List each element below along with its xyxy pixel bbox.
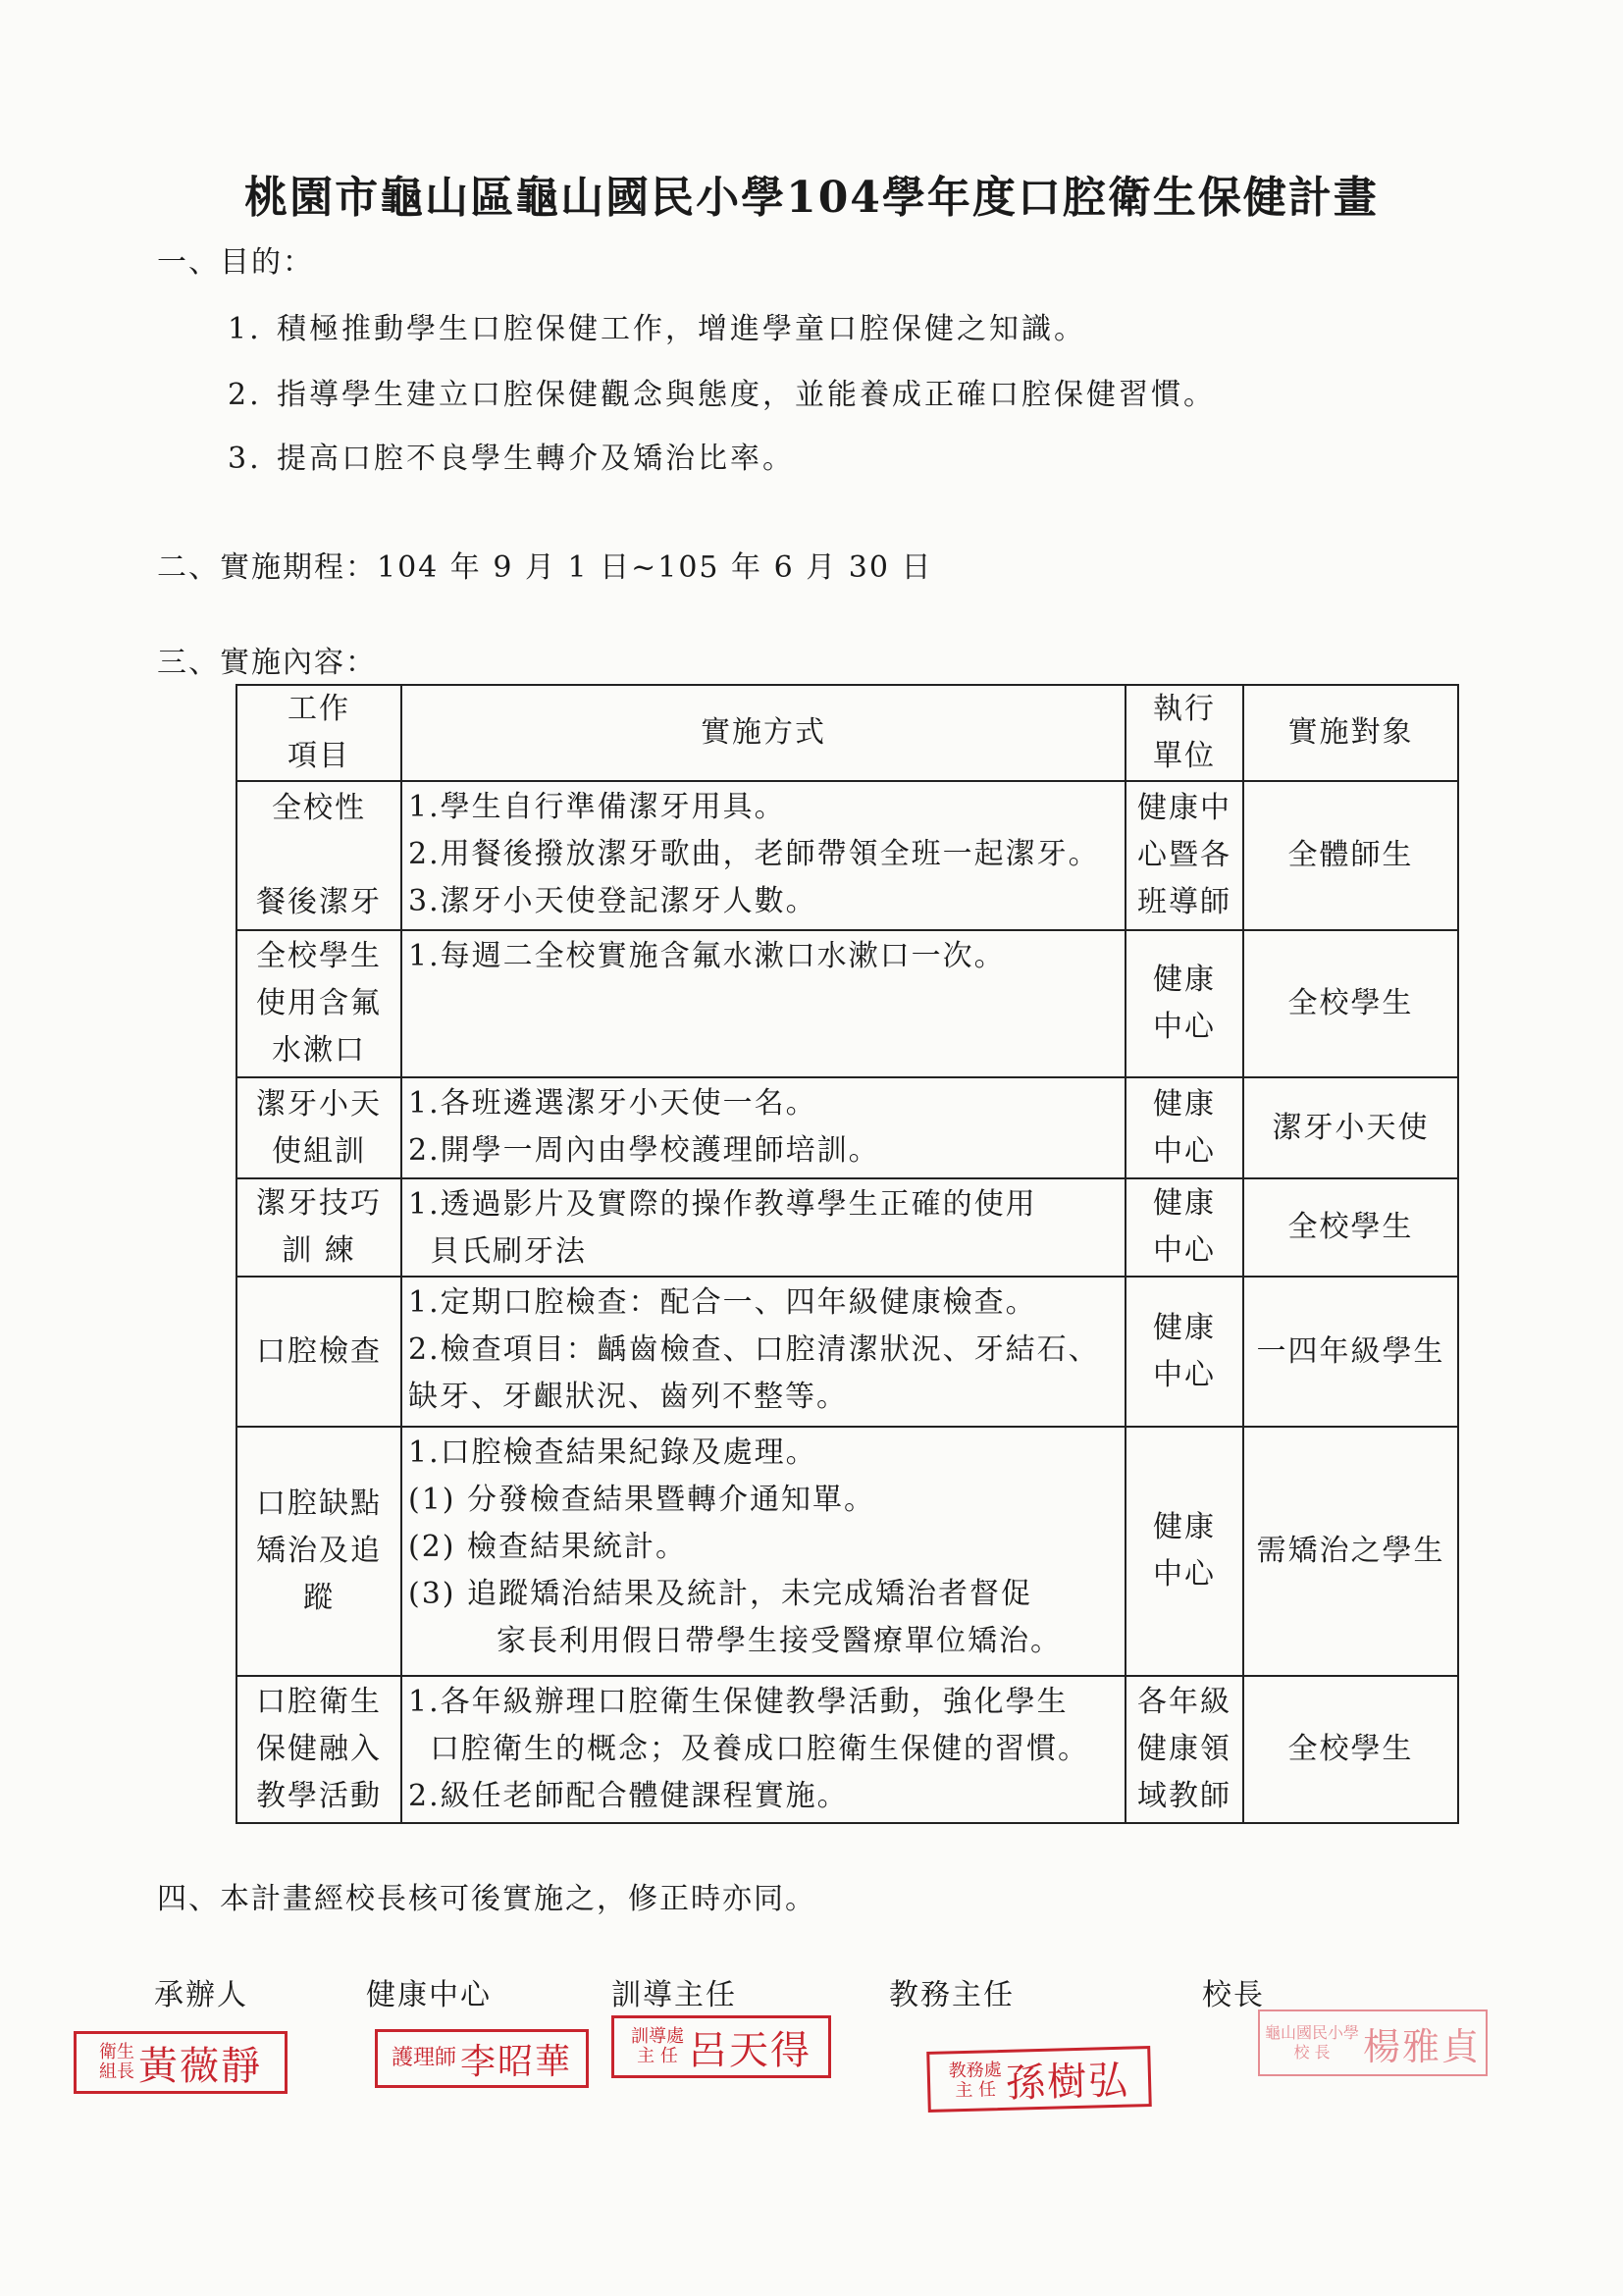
cell-line: 1.學生自行準備潔牙用具。 — [408, 790, 786, 824]
header-line: 執行 — [1153, 692, 1216, 726]
content-heading: 三、實施內容： — [157, 646, 377, 680]
cell-line: 訓 練 — [282, 1233, 356, 1268]
cell-line: 1.口腔檢查結果紀錄及處理。 — [408, 1435, 817, 1470]
cell-line: 蹤 — [303, 1581, 335, 1615]
seal-title — [631, 2027, 684, 2066]
cell-line: 3.潔牙小天使登記潔牙人數。 — [408, 884, 817, 918]
cell-line: (2) 檢查結果統計。 — [408, 1530, 688, 1564]
cell-unit — [1126, 1277, 1243, 1427]
cell-line: 域教師 — [1137, 1779, 1231, 1813]
cell-line: 班導師 — [1137, 885, 1231, 919]
cell-line: 潔牙小天 — [256, 1086, 382, 1122]
cell-method — [401, 1676, 1126, 1823]
cell-unit — [1126, 1178, 1243, 1277]
cell-line: 中心 — [1153, 1557, 1216, 1592]
cell-target: 全校學生 — [1243, 1676, 1458, 1823]
seal-title — [949, 2061, 1003, 2101]
cell-unit — [1126, 1427, 1243, 1676]
seal-name: 孫樹弘 — [1005, 2058, 1130, 2107]
seal-discipline — [611, 2015, 831, 2078]
seal-title-line: 校 長 — [1293, 2043, 1331, 2061]
header-line: 工作 — [288, 692, 350, 726]
cell-target: 一四年級學生 — [1243, 1277, 1458, 1427]
table-header-row — [236, 685, 1458, 781]
cell-line: 口腔衛生的概念；及養成口腔衛生保健的習慣。 — [430, 1732, 1089, 1766]
cell-target: 全體師生 — [1243, 781, 1458, 930]
cell-line: (3) 追蹤矯治結果及統計，未完成矯治者督促 — [408, 1577, 1033, 1611]
signature-label-principal: 校長 — [1202, 1978, 1265, 2012]
cell-target: 需矯治之學生 — [1243, 1427, 1458, 1676]
cell-line: 中心 — [1153, 1233, 1216, 1268]
seal-principal — [1258, 2009, 1488, 2076]
cell-line: 缺牙、牙齦狀況、齒列不整等。 — [408, 1380, 848, 1414]
cell-line: 心暨各 — [1137, 838, 1231, 872]
seal-title-line: 主 任 — [637, 2046, 678, 2066]
cell-line: 矯治及追 — [256, 1534, 382, 1568]
item-number: 3. — [228, 442, 262, 476]
seal-title — [391, 2046, 456, 2070]
header-line: 單位 — [1153, 739, 1216, 773]
table-row — [236, 1077, 1458, 1178]
cell-line: 使用含氟 — [256, 986, 382, 1020]
table-row — [236, 1277, 1458, 1427]
cell-method — [401, 781, 1126, 930]
cell-line: 口腔檢查 — [256, 1333, 382, 1369]
seal-name: 楊雅貞 — [1363, 2024, 1482, 2068]
seal-name: 李昭華 — [460, 2041, 573, 2082]
cell-line: 全校性 — [272, 791, 366, 825]
header-target: 實施對象 — [1243, 685, 1458, 781]
cell-method — [401, 1077, 1126, 1178]
cell-item — [236, 1676, 401, 1823]
cell-line: 貝氏刷牙法 — [430, 1234, 587, 1269]
item-number: 1. — [228, 312, 262, 346]
cell-method — [401, 1178, 1126, 1277]
cell-line: 餐後潔牙 — [256, 885, 382, 919]
cell-line: 中心 — [1153, 1010, 1216, 1044]
seal-title — [99, 2043, 134, 2082]
cell-line: 使組訓 — [272, 1133, 366, 1169]
cell-line: 健康 — [1153, 1510, 1216, 1544]
cell-method — [401, 1277, 1126, 1427]
signature-label-health-center: 健康中心 — [366, 1978, 492, 2012]
cell-unit — [1126, 1077, 1243, 1178]
signature-label-organizer: 承辦人 — [154, 1978, 248, 2012]
document-title: 桃園市龜山區龜山國民小學104學年度口腔衛生保健計畫 — [244, 173, 1379, 223]
cell-line: 口腔衛生 — [256, 1685, 382, 1719]
cell-line: 健康 — [1153, 1086, 1216, 1122]
cell-item — [236, 1077, 401, 1178]
table-row — [236, 1427, 1458, 1676]
signature-label-academic: 教務主任 — [889, 1978, 1015, 2012]
seal-title-line: 訓導處 — [631, 2026, 684, 2047]
cell-method — [401, 1427, 1126, 1676]
header-item — [236, 685, 401, 781]
item-number: 2. — [228, 378, 262, 412]
cell-line — [243, 832, 394, 879]
cell-item — [236, 1178, 401, 1277]
cell-line: 水漱口 — [272, 1033, 366, 1068]
item-text: 指導學生建立口腔保健觀念與態度，並能養成正確口腔保健習慣。 — [277, 378, 1216, 412]
cell-target: 全校學生 — [1243, 1178, 1458, 1277]
seal-title-line: 主 任 — [955, 2079, 997, 2102]
seal-name: 呂天得 — [688, 2027, 812, 2073]
closing-statement: 四、本計畫經校長核可後實施之，修正時亦同。 — [157, 1882, 816, 1916]
cell-unit — [1126, 930, 1243, 1077]
cell-line: 各年級 — [1137, 1685, 1231, 1719]
seal-organizer — [74, 2031, 288, 2094]
seal-title-line: 教務處 — [948, 2060, 1003, 2082]
cell-line: 健康 — [1153, 963, 1216, 997]
cell-line: 1.定期口腔檢查：配合一、四年級健康檢查。 — [408, 1285, 1037, 1320]
cell-line: 2.檢查項目：齲齒檢查、口腔清潔狀況、牙結石、 — [408, 1332, 1100, 1367]
seal-academic — [926, 2046, 1152, 2113]
cell-line: 中心 — [1153, 1133, 1216, 1169]
header-unit — [1126, 685, 1243, 781]
cell-target: 潔牙小天使 — [1243, 1077, 1458, 1178]
cell-item — [236, 1277, 401, 1427]
cell-line: 家長利用假日帶學生接受醫療單位矯治。 — [497, 1624, 1062, 1658]
signature-label-discipline: 訓導主任 — [611, 1978, 737, 2012]
cell-unit — [1126, 781, 1243, 930]
cell-line: 教學活動 — [256, 1779, 382, 1813]
purpose-heading: 一、目的： — [157, 245, 314, 280]
cell-line: 2.用餐後撥放潔牙歌曲，老師帶領全班一起潔牙。 — [408, 837, 1100, 871]
period-heading: 二、實施期程：104 年 9 月 1 日~105 年 6 月 30 日 — [157, 550, 933, 585]
cell-line: 健康 — [1153, 1310, 1216, 1345]
seal-title-line: 衛生 — [99, 2042, 134, 2062]
cell-item — [236, 1427, 401, 1676]
cell-item — [236, 781, 401, 930]
table-row — [236, 1178, 1458, 1277]
cell-line: 潔牙技巧 — [256, 1186, 382, 1221]
cell-line: 健康 — [1153, 1186, 1216, 1221]
cell-target: 全校學生 — [1243, 930, 1458, 1077]
header-method: 實施方式 — [401, 685, 1126, 781]
cell-line: 1.每週二全校實施含氟水漱口水漱口一次。 — [408, 939, 1006, 973]
cell-line: (1) 分發檢查結果暨轉介通知單。 — [408, 1483, 876, 1517]
seal-name: 黃薇靜 — [138, 2043, 262, 2089]
cell-line: 1.各班遴選潔牙小天使一名。 — [408, 1086, 817, 1121]
cell-item — [236, 930, 401, 1077]
cell-method — [401, 930, 1126, 1077]
header-line: 項目 — [288, 739, 350, 773]
item-text: 積極推動學生口腔保健工作，增進學童口腔保健之知識。 — [277, 312, 1086, 346]
cell-line: 1.各年級辦理口腔衛生保健教學活動，強化學生 — [408, 1685, 1069, 1719]
cell-line: 口腔缺點 — [256, 1487, 382, 1521]
table-row — [236, 781, 1458, 930]
purpose-item — [228, 304, 1086, 347]
cell-unit — [1126, 1676, 1243, 1823]
seal-title-line: 組長 — [99, 2061, 134, 2082]
cell-line: 1.透過影片及實際的操作教導學生正確的使用 — [408, 1187, 1037, 1222]
purpose-item — [228, 370, 1216, 413]
cell-line: 2.開學一周內由學校護理師培訓。 — [408, 1133, 880, 1168]
seal-title-line: 護理師 — [391, 2046, 456, 2070]
table-row — [236, 1676, 1458, 1823]
table-row — [236, 930, 1458, 1077]
purpose-item — [228, 434, 795, 477]
seal-title — [1265, 2023, 1359, 2062]
cell-line: 健康領 — [1137, 1732, 1231, 1766]
seal-title-line: 龜山國民小學 — [1264, 2023, 1359, 2042]
cell-line: 健康中 — [1137, 791, 1231, 825]
cell-line: 保健融入 — [256, 1732, 382, 1766]
item-text: 提高口腔不良學生轉介及矯治比率。 — [277, 442, 795, 476]
cell-line: 全校學生 — [256, 939, 382, 973]
cell-line: 2.級任老師配合體健課程實施。 — [408, 1779, 849, 1813]
seal-health-center — [375, 2029, 589, 2088]
cell-line: 中心 — [1153, 1357, 1216, 1392]
plan-table — [236, 684, 1459, 1824]
